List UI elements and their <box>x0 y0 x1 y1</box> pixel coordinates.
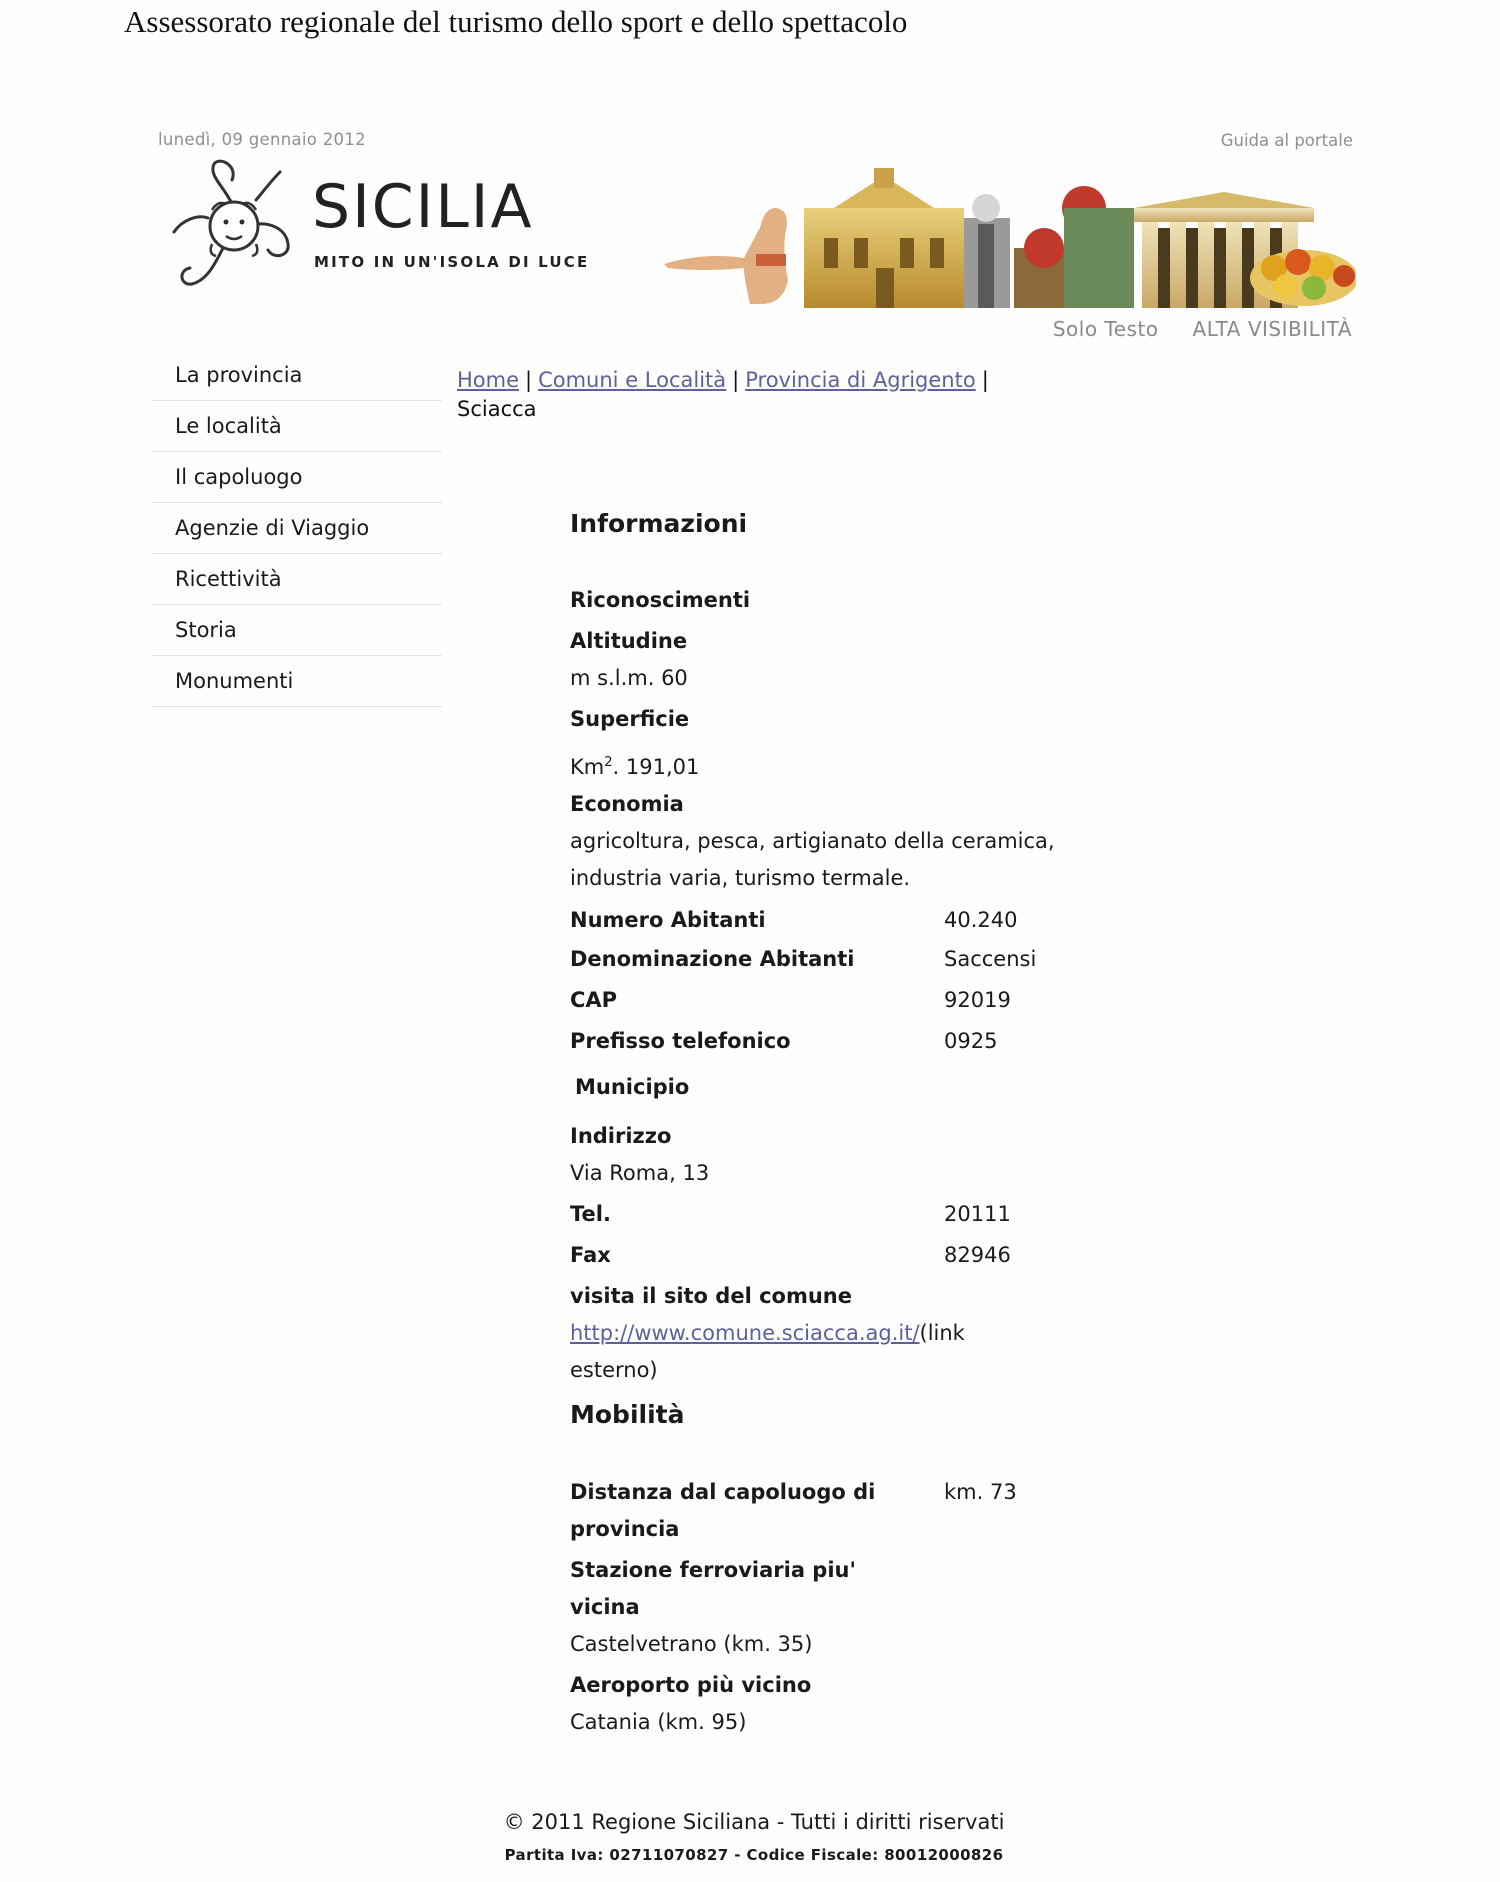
fax-value: 82946 <box>944 1243 1011 1267</box>
distanza-value: km. 73 <box>944 1480 1017 1504</box>
prefisso-value: 0925 <box>944 1029 998 1053</box>
breadcrumb-home-link[interactable]: Home <box>457 368 520 392</box>
breadcrumb-separator: | <box>981 368 989 392</box>
tel-label: Tel. <box>570 1202 611 1226</box>
aeroporto-label: Aeroporto più vicino <box>570 1673 812 1697</box>
breadcrumb-separator: | <box>525 368 533 392</box>
sidebar-item-la-provincia[interactable]: La provincia <box>152 350 442 401</box>
sidebar-menu <box>152 350 442 707</box>
sito-label: visita il sito del comune <box>570 1284 852 1308</box>
sidebar-item-monumenti[interactable]: Monumenti <box>152 656 442 707</box>
banner-montage-image <box>664 168 1356 308</box>
text-only-link[interactable]: Solo Testo <box>1052 317 1159 341</box>
stazione-value: Castelvetrano (km. 35) <box>570 1632 813 1656</box>
mobilita-title: Mobilità <box>570 1400 685 1429</box>
breadcrumb-separator: | <box>732 368 740 392</box>
denominazione-value: Saccensi <box>944 947 1037 971</box>
accessibility-links <box>1053 317 1352 341</box>
superficie-unit: Km <box>570 755 605 779</box>
tel-value: 20111 <box>944 1202 1011 1226</box>
distanza-label: Distanza dal capoluogo di provincia <box>570 1480 876 1541</box>
fax-label: Fax <box>570 1243 611 1267</box>
cap-value: 92019 <box>944 988 1011 1012</box>
superficie-value-row <box>570 744 699 786</box>
trinacria-logo-icon <box>168 158 303 303</box>
document-heading: Assessorato regionale del turismo dello sport e dello spettacolo <box>124 4 908 39</box>
sidebar-item-storia[interactable]: Storia <box>152 605 442 656</box>
sidebar-item-il-capoluogo[interactable]: Il capoluogo <box>152 452 442 503</box>
sidebar-item-agenzie-di-viaggio[interactable]: Agenzie di Viaggio <box>152 503 442 554</box>
sidebar-item-ricettivita[interactable]: Ricettività <box>152 554 442 605</box>
footer-fiscal-info: Partita Iva: 02711070827 - Codice Fiscale: 80012000826 <box>504 1846 1004 1864</box>
guide-link[interactable]: Guida al portale <box>1220 131 1353 150</box>
sito-row <box>570 1315 1000 1389</box>
municipio-label: Municipio <box>575 1075 690 1099</box>
breadcrumb-provincia-link[interactable]: Provincia di Agrigento <box>745 368 976 392</box>
superficie-value: . 191,01 <box>612 755 700 779</box>
altitudine-label: Altitudine <box>570 629 688 653</box>
breadcrumb <box>457 366 1017 424</box>
cap-label: CAP <box>570 988 618 1012</box>
indirizzo-value: Via Roma, 13 <box>570 1161 710 1185</box>
abitanti-label: Numero Abitanti <box>570 908 766 932</box>
external-link-note: (link esterno) <box>570 1321 965 1382</box>
economia-value: agricoltura, pesca, artigianato della ceramica, industria varia, turismo termale. <box>570 829 1055 890</box>
stazione-label: Stazione ferroviaria piu' vicina <box>570 1558 856 1619</box>
sidebar-item-le-localita[interactable]: Le località <box>152 401 442 452</box>
economia-label: Economia <box>570 792 684 816</box>
logo-title: SICILIA <box>312 172 534 242</box>
site-logo[interactable] <box>168 158 608 303</box>
prefisso-label: Prefisso telefonico <box>570 1029 791 1053</box>
riconoscimenti-label: Riconoscimenti <box>570 588 751 612</box>
superficie-label: Superficie <box>570 707 690 731</box>
logo-tagline: MITO IN UN'ISOLA DI LUCE <box>314 253 590 271</box>
breadcrumb-comuni-link[interactable]: Comuni e Località <box>538 368 727 392</box>
breadcrumb-current: Sciacca <box>457 397 537 421</box>
aeroporto-value: Catania (km. 95) <box>570 1710 747 1734</box>
abitanti-value: 40.240 <box>944 908 1018 932</box>
denominazione-label: Denominazione Abitanti <box>570 947 855 971</box>
comune-website-link[interactable]: http://www.comune.sciacca.ag.it/ <box>570 1321 920 1345</box>
high-visibility-link[interactable]: ALTA VISIBILITÀ <box>1192 317 1352 341</box>
date-label: lunedì, 09 gennaio 2012 <box>158 130 366 149</box>
superficie-exponent: 2 <box>604 755 613 770</box>
informazioni-title: Informazioni <box>570 509 748 538</box>
indirizzo-label: Indirizzo <box>570 1124 672 1148</box>
footer-copyright: © 2011 Regione Siciliana - Tutti i diritti riservati <box>503 1810 1005 1834</box>
altitudine-value: m s.l.m. 60 <box>570 666 688 690</box>
